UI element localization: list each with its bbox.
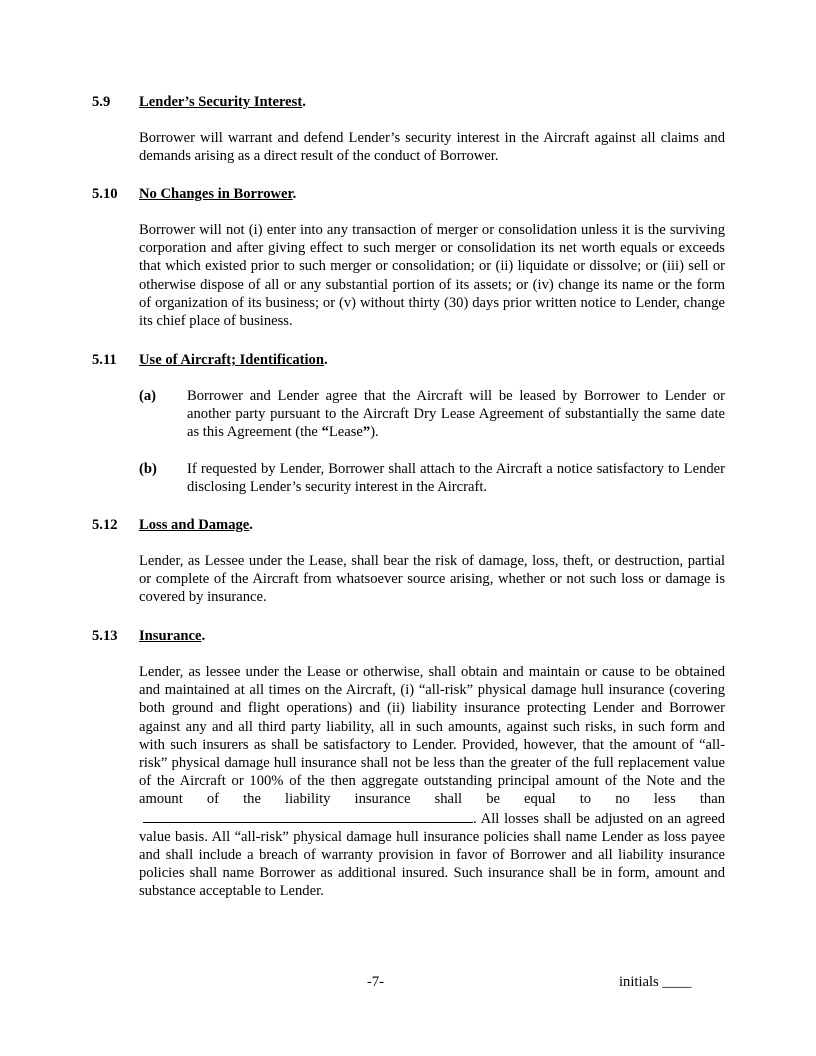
title-period: . [323, 352, 328, 368]
title-period: . [249, 517, 253, 533]
item-label: (b) [139, 461, 157, 477]
close-quote: ” [362, 424, 371, 441]
section-heading-5-9 [92, 93, 306, 111]
section-number: 5.13 [92, 628, 118, 644]
defined-term: Lease [328, 424, 363, 441]
paragraph-part: All losses shall be adjusted on an agreed value basis. All “all-risk” physical damage hull insurance policies shall name Lender as loss payee and shall include a breach of warranty provision in favor of Borrower and all liability insurance policies shall name Borrower as additional insured. Such insurance shall be in form, amount and substance acceptable to Lender. [139, 810, 726, 900]
item-text: If requested by Lender, Borrower shall attach to the Aircraft a notice satisfactory to Lender disclosing Lender’s security interest in the Aircraft. [187, 461, 725, 496]
title-period: . [302, 94, 306, 110]
item-label: (a) [139, 388, 157, 404]
initials-field: initials ____ [619, 974, 692, 990]
section-title: No Changes in Borrower [139, 186, 293, 202]
title-period: . [201, 628, 206, 644]
item-text [187, 387, 725, 442]
section-heading-5-12 [92, 516, 253, 534]
section-title: Loss and Damage [139, 517, 250, 533]
section-number: 5.10 [92, 186, 118, 202]
paragraph-part: . [473, 810, 477, 827]
fill-in-blank-line [143, 809, 473, 823]
section-paragraph-5-13 [139, 663, 725, 901]
page-number: -7- [367, 974, 385, 990]
item-text-part: ). [370, 424, 379, 441]
section-heading-5-13 [92, 627, 205, 645]
section-paragraph-5-12: Lender, as Lessee under the Lease, shall bear the risk of damage, loss, theft, or destruction, partial or complete of the Aircraft from whatsoever source arising, whether or not such loss or damage is covered by insurance. [139, 553, 725, 606]
section-number: 5.9 [92, 94, 111, 110]
section-heading-5-10 [92, 185, 296, 203]
open-quote: “ [321, 424, 329, 441]
section-title: Lender’s Security Interest [139, 94, 303, 110]
section-title: Insurance [139, 628, 202, 644]
section-paragraph-5-10: Borrower will not (i) enter into any transaction of merger or consolidation unless it is the surviving corporation and after giving effect to such merger or consolidation its net worth equals or exceeds that which existed prior to such merger or consolidation; or (ii) liquidate or dissolve; or (iii) sell or otherwise dispose of all or any substantial portion of its assets; or (iv) change its name or the form of organization of its business; or (v) without thirty (30) days prior written notice to Lender, change its chief place of business. [139, 222, 725, 330]
item-text-part: Borrower and Lender agree that the Aircraft will be leased by Borrower to Lender or another party pursuant to the Aircraft Dry Lease Agreement of substantially the same date as this Agreement (the [187, 388, 725, 441]
title-period: . [292, 186, 297, 202]
section-number: 5.12 [92, 517, 118, 533]
section-paragraph-5-9: Borrower will warrant and defend Lender’s security interest in the Aircraft against all claims and demands arising as a direct result of the conduct of Borrower. [139, 130, 725, 165]
section-heading-5-11 [92, 351, 328, 369]
paragraph-part: Lender, as lessee under the Lease or otherwise, shall obtain and maintain or cause to be obtained and maintained at all times on the Aircraft, (i) “all-risk” physical damage hull insurance (covering both ground and flight operations) and (ii) liability insurance protecting Lender and Borrower against any and all third party liability, all in such amounts, against such risks, in such form and with such insurers as shall be satisfactory to Lender. Provided, however, that the amount of “all-risk” physical damage hull insurance shall not be less than the greater of the full replacement value of the Aircraft or 100% of the then aggregate outstanding principal amount of the Note and the amount of the liability insurance shall be equal to no less than [139, 664, 725, 808]
section-title: Use of Aircraft; Identification [139, 352, 324, 368]
section-number: 5.11 [92, 352, 117, 368]
